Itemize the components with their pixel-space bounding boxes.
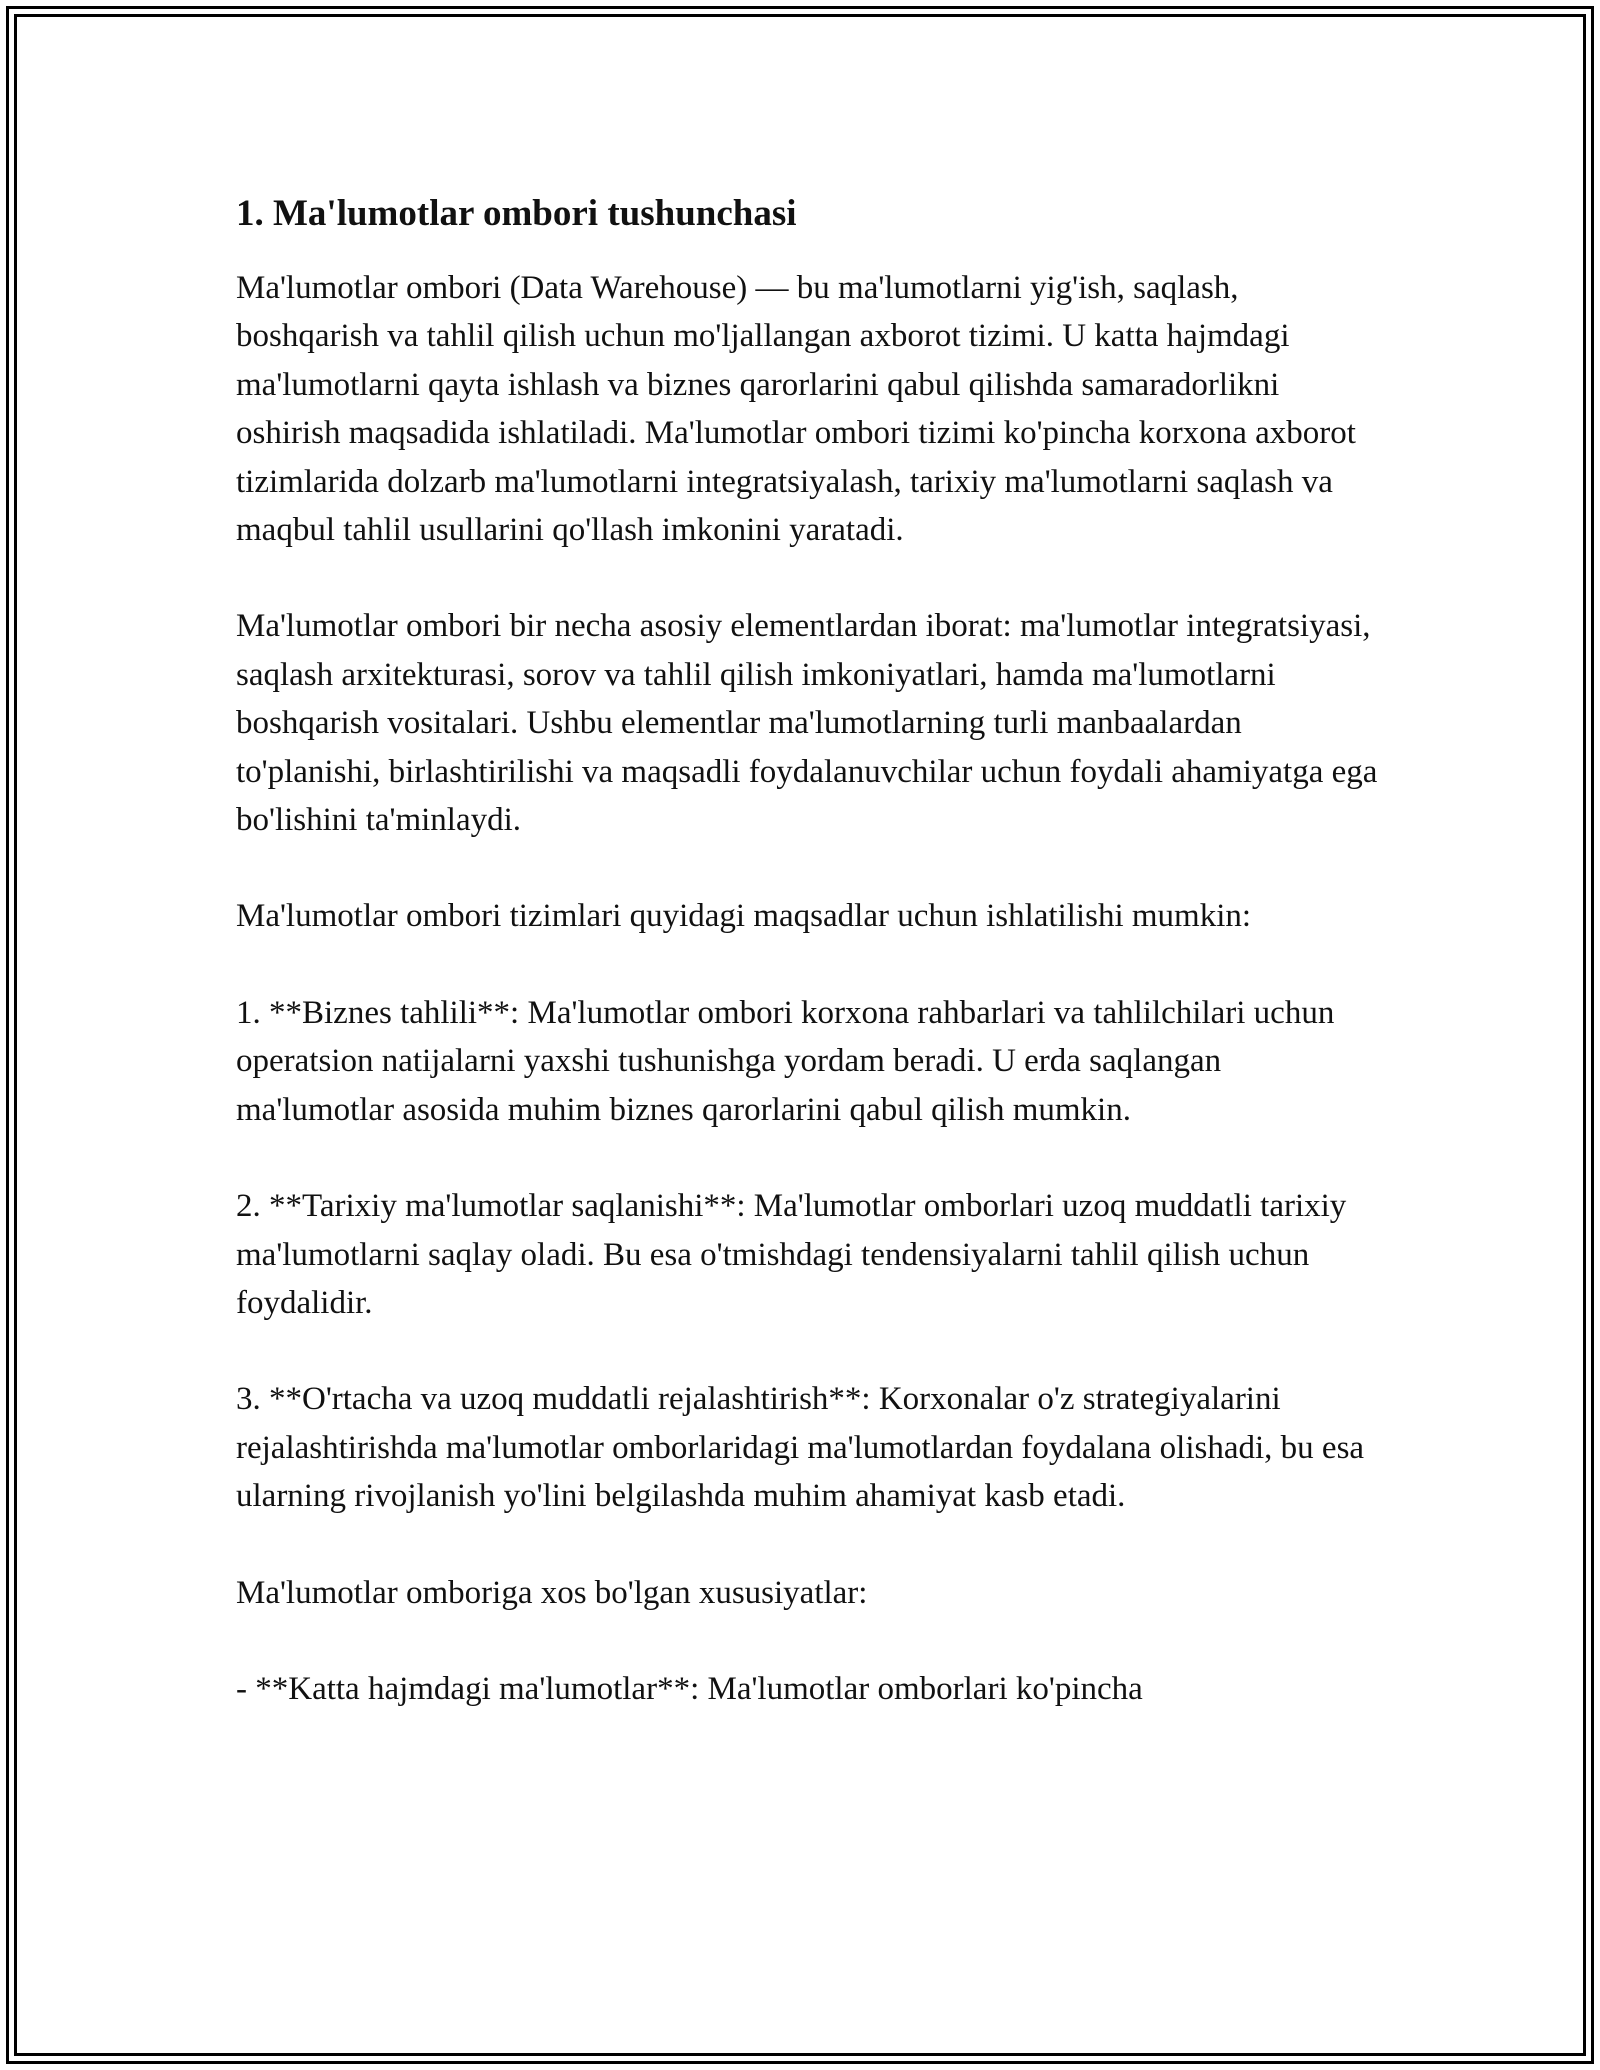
paragraph-features-intro: Ma'lumotlar omboriga xos bo'lgan xususiyatlar:: [236, 1574, 868, 1611]
list-item-business-analysis: 1. **Biznes tahlili**: Ma'lumotlar ombori korxona rahbarlari va tahlilchilari uchun operatsion natijalarni yaxshi tushunishga yordam beradi. U erda saqlangan ma'lumotlar asosida muhim biznes qarorlarini qabul qilish mumkin.: [236, 994, 1335, 1128]
list-item-large-data: - **Katta hajmdagi ma'lumotlar**: Ma'lumotlar omborlari ko'pincha: [236, 1670, 1143, 1707]
list-item-historical-data: 2. **Tarixiy ma'lumotlar saqlanishi**: Ma'lumotlar omborlari uzoq muddatli tarixiy ma'lumotlarni saqlay oladi. Bu esa o'tmishdagi tendensiyalarni tahlil qilish uchun foydalidir.: [236, 1188, 1347, 1321]
paragraph-purposes-intro: Ma'lumotlar ombori tizimlari quyidagi maqsadlar uchun ishlatilishi mumkin:: [236, 898, 1252, 935]
list-item-planning: 3. **O'rtacha va uzoq muddatli rejalashtirish**: Korxonalar o'z strategiyalarini rejalashtirishda ma'lumotlar omborlaridagi ma'lumotlardan foydalana olishadi, bu esa ularning rivojlanish yo'lini belgilashda muhim ahamiyat kasb etadi.: [236, 1381, 1365, 1515]
paragraph-definition: Ma'lumotlar ombori (Data Warehouse) — bu ma'lumotlarni yig'ish, saqlash, boshqarish va tahlil qilish uchun mo'ljallangan axborot tizimi. U katta hajmdagi ma'lumotlarni qayta ishlash va biznes qarorlarini qabul qilishda samaradorlikni oshirish maqsadida ishlatiladi. Ma'lumotlar ombori tizimi ko'pincha korxona axborot tizimlarida dolzarb ma'lumotlarni integratsiyalash, tarixiy ma'lumotlarni saqlash va maqbul tahlil usullarini qo'llash imkonini yaratadi.: [236, 270, 1356, 549]
paragraph-elements: Ma'lumotlar ombori bir necha asosiy elementlardan iborat: ma'lumotlar integratsiyasi, saqlash arxitekturasi, sorov va tahlil qilish imkoniyatlari, hamda ma'lumotlarni boshqarish vositalari. Ushbu elementlar ma'lumotlarning turli manbaalardan to'planishi, birlashtirilishi va maqsadli foydalanuvchilar uchun foydali ahamiyatga ega bo'lishini ta'minlaydi.: [236, 608, 1378, 839]
section-heading: 1. Ma'lumotlar ombori tushunchasi: [236, 193, 797, 234]
document-body: [236, 190, 1386, 1713]
